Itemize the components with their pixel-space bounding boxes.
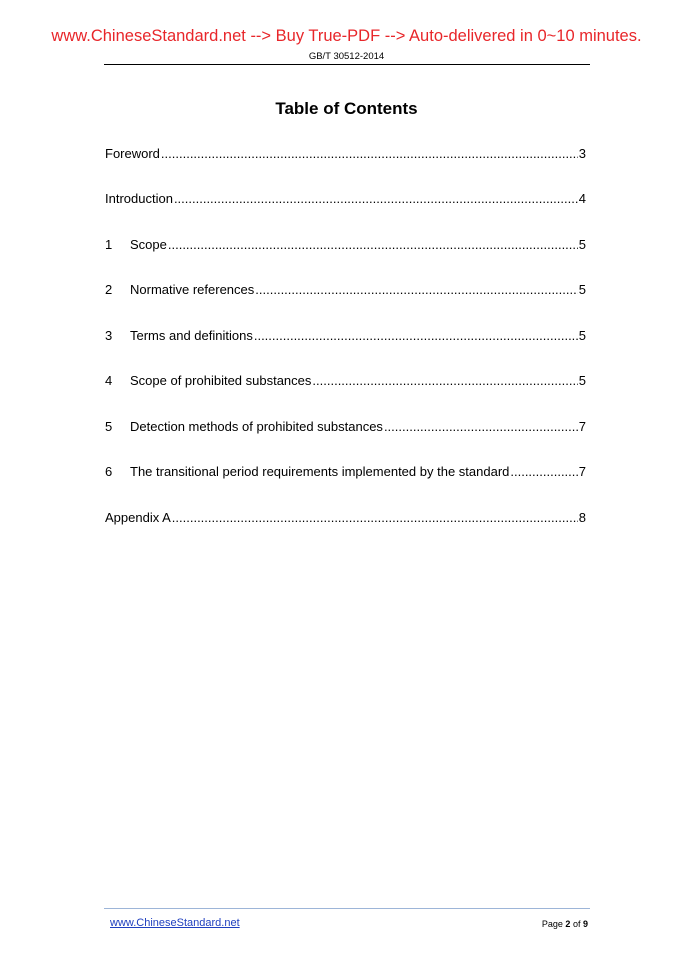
promo-banner[interactable]: www.ChineseStandard.net --> Buy True-PDF --> Auto-delivered in 0~10 minutes. (51, 27, 642, 45)
toc-page-number: 3 (578, 146, 586, 161)
toc-section-number: 6 (105, 464, 113, 479)
toc-entry-introduction[interactable] (105, 191, 586, 209)
toc-label: Scope (130, 237, 167, 252)
toc-label: Introduction (105, 191, 173, 206)
toc-label: Appendix A (105, 510, 171, 525)
toc-leader-dots (174, 191, 578, 206)
page-current: 2 (565, 919, 571, 929)
toc-page-number: 7 (578, 419, 586, 434)
toc-label: Foreword (105, 146, 160, 161)
toc-section-number: 3 (105, 328, 113, 343)
toc-entry-foreword[interactable] (105, 146, 586, 164)
footer-divider (104, 908, 590, 909)
toc-label: Terms and definitions (130, 328, 253, 343)
footer-page-indicator (542, 919, 588, 929)
toc-page-number: 5 (578, 373, 586, 388)
toc-leader-dots (312, 373, 577, 388)
toc-entry-scope-of-prohibited-substances[interactable] (105, 373, 586, 391)
toc-page-number: 4 (578, 191, 586, 206)
toc-entry-detection-methods[interactable] (105, 419, 586, 437)
standard-code: GB/T 30512-2014 (308, 51, 385, 62)
toc-page-number: 5 (578, 237, 586, 252)
toc-section-number: 1 (105, 237, 113, 252)
page-total: 9 (582, 919, 588, 929)
toc-leader-dots (254, 328, 578, 343)
header-divider (104, 64, 590, 65)
toc-label: The transitional period requirements implemented by the standard (130, 464, 510, 479)
toc-entry-normative-references[interactable] (105, 282, 586, 300)
toc-leader-dots (168, 237, 578, 252)
toc-section-number: 5 (105, 419, 113, 434)
page-prefix: Page (541, 919, 563, 929)
toc-entry-terms-and-definitions[interactable] (105, 328, 586, 346)
page-title: Table of Contents (275, 99, 418, 118)
toc-label: Normative references (130, 282, 255, 297)
toc-label: Scope of prohibited substances (130, 373, 312, 388)
toc-page-number: 5 (578, 328, 586, 343)
toc-section-number: 2 (105, 282, 113, 297)
toc-leader-dots (255, 282, 577, 297)
toc-leader-dots (172, 510, 578, 525)
toc-entry-scope[interactable] (105, 237, 586, 255)
toc-page-number: 8 (578, 510, 586, 525)
toc-entry-transitional-period[interactable] (105, 464, 586, 482)
toc-label: Detection methods of prohibited substances (130, 419, 383, 434)
footer-website-link[interactable]: www.ChineseStandard.net (110, 917, 240, 929)
toc-leader-dots (510, 464, 577, 479)
toc-entry-appendix-a[interactable] (105, 510, 586, 528)
toc-leader-dots (384, 419, 578, 434)
toc-section-number: 4 (105, 373, 113, 388)
toc-page-number: 5 (578, 282, 586, 297)
toc-leader-dots (161, 146, 578, 161)
toc-page-number: 7 (578, 464, 586, 479)
page-of: of (572, 919, 581, 929)
